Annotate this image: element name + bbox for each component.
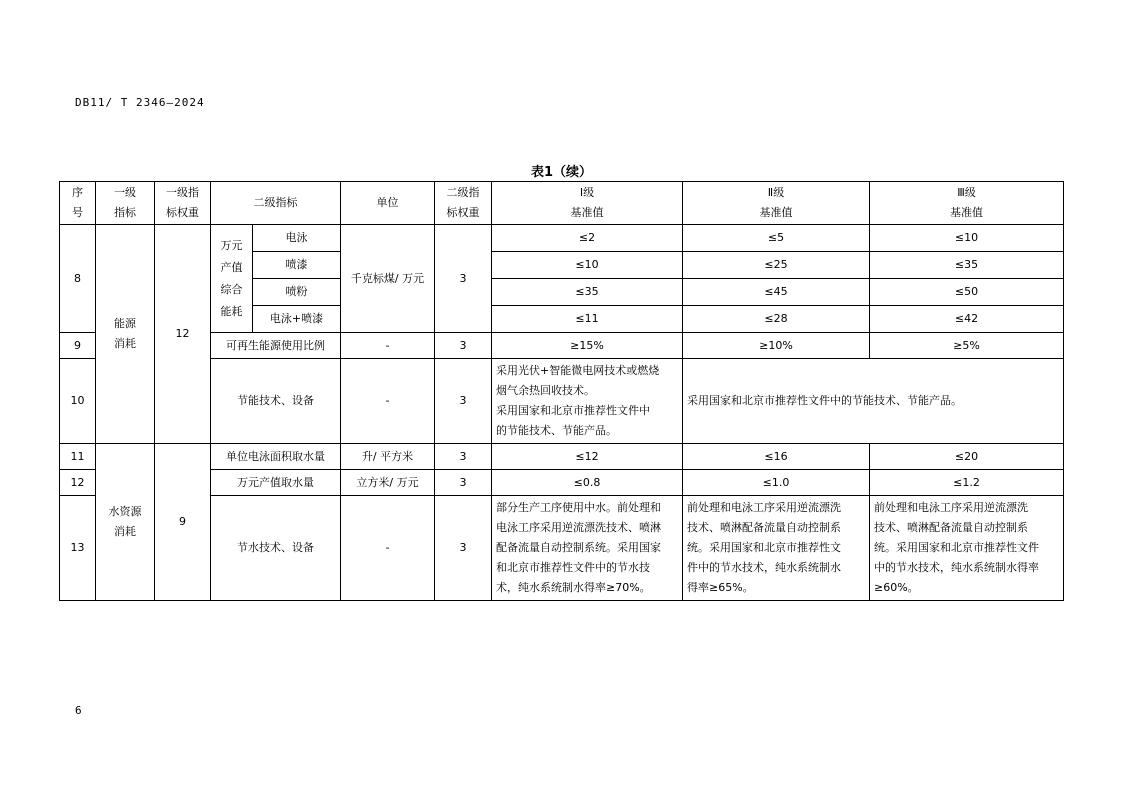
indicator-name: 节水技术、设备: [211, 496, 341, 601]
indicator-table: [59, 181, 1064, 601]
col-seq: 序 号: [60, 182, 96, 225]
subitem-name: 电泳: [253, 225, 341, 252]
grade3-value: ≥5%: [870, 333, 1064, 359]
grade1-value: ≤11: [492, 306, 683, 333]
seq-cell: 13: [60, 496, 96, 601]
grade3-value: ≤10: [870, 225, 1064, 252]
group-water: 水资源 消耗: [96, 444, 155, 601]
grade3-value: ≤20: [870, 444, 1064, 470]
col-grade3: Ⅲ级 基准值: [870, 182, 1064, 225]
weight-cell: 3: [435, 359, 492, 444]
seq-cell: 12: [60, 470, 96, 496]
indicator-name: 节能技术、设备: [211, 359, 341, 444]
grade2-value: ≤1.0: [683, 470, 870, 496]
group-water-weight: 9: [155, 444, 211, 601]
seq-cell: 9: [60, 333, 96, 359]
unit-cell: 升/ 平方米: [341, 444, 435, 470]
weight-cell: 3: [435, 225, 492, 333]
grade1-value: ≤2: [492, 225, 683, 252]
col-grade2: Ⅱ级 基准值: [683, 182, 870, 225]
grade2-value: ≤16: [683, 444, 870, 470]
subitem-name: 喷漆: [253, 252, 341, 279]
table-row: [60, 225, 1064, 252]
grade2-value: ≤5: [683, 225, 870, 252]
grade2-value: ≤45: [683, 279, 870, 306]
indicator-name: 可再生能源使用比例: [211, 333, 341, 359]
grade1-value: ≤0.8: [492, 470, 683, 496]
grade2-value: ≤28: [683, 306, 870, 333]
grade3-text: 前处理和电泳工序采用逆流漂洗 技术、喷淋配备流量自动控制系 统。采用国家和北京市推荐性文件 中的节水技术，纯水系统制水得率 ≥60%。: [870, 496, 1064, 601]
grade3-value: ≤1.2: [870, 470, 1064, 496]
indicator-name: 万元产值取水量: [211, 470, 341, 496]
table-row: [60, 470, 1064, 496]
unit-cell: -: [341, 333, 435, 359]
subitem-name: 电泳+喷漆: [253, 306, 341, 333]
col-level1-weight: 一级指 标权重: [155, 182, 211, 225]
category-energy-per-output: 万元 产值 综合 能耗: [211, 225, 253, 333]
grade1-value: ≥15%: [492, 333, 683, 359]
col-level2-weight: 二级指 标权重: [435, 182, 492, 225]
table-row: [60, 333, 1064, 359]
grade3-value: ≤42: [870, 306, 1064, 333]
header-row: [60, 182, 1064, 225]
unit-cell: -: [341, 359, 435, 444]
seq-cell: 10: [60, 359, 96, 444]
col-level1: 一级 指标: [96, 182, 155, 225]
unit-cell: 立方米/ 万元: [341, 470, 435, 496]
table-caption: 表1（续）: [530, 165, 593, 180]
grade1-text: 采用光伏+智能微电网技术或燃烧 烟气余热回收技术。 采用国家和北京市推荐性文件中 的节能技术、节能产品。: [492, 359, 683, 444]
grade2-value: ≤25: [683, 252, 870, 279]
grade1-value: ≤10: [492, 252, 683, 279]
page-number: 6: [75, 704, 82, 717]
grade1-value: ≤12: [492, 444, 683, 470]
weight-cell: 3: [435, 496, 492, 601]
group-energy-weight: 12: [155, 225, 211, 444]
col-level2: 二级指标: [211, 182, 341, 225]
subitem-name: 喷粉: [253, 279, 341, 306]
seq-cell: 8: [60, 225, 96, 333]
table-row: [60, 359, 1064, 444]
table-row: [60, 496, 1064, 601]
weight-cell: 3: [435, 444, 492, 470]
table-row: [60, 444, 1064, 470]
grade3-value: ≤50: [870, 279, 1064, 306]
grade2-text: 前处理和电泳工序采用逆流漂洗 技术、喷淋配备流量自动控制系 统。采用国家和北京市推荐性文 件中的节水技术，纯水系统制水 得率≥65%。: [683, 496, 870, 601]
standard-code: DB11/ T 2346—2024: [75, 96, 205, 109]
group-energy: 能源 消耗: [96, 225, 155, 444]
indicator-name: 单位电泳面积取水量: [211, 444, 341, 470]
grade2-3-text: 采用国家和北京市推荐性文件中的节能技术、节能产品。: [683, 359, 1064, 444]
seq-cell: 11: [60, 444, 96, 470]
grade3-value: ≤35: [870, 252, 1064, 279]
unit-cell: 千克标煤/ 万元: [341, 225, 435, 333]
grade1-text: 部分生产工序使用中水。前处理和 电泳工序采用逆流漂洗技术、喷淋 配备流量自动控制系统。采用国家 和北京市推荐性文件中的节水技 术，纯水系统制水得率≥70%。: [492, 496, 683, 601]
unit-cell: -: [341, 496, 435, 601]
weight-cell: 3: [435, 470, 492, 496]
col-unit: 单位: [341, 182, 435, 225]
col-grade1: Ⅰ级 基准值: [492, 182, 683, 225]
grade1-value: ≤35: [492, 279, 683, 306]
grade2-value: ≥10%: [683, 333, 870, 359]
weight-cell: 3: [435, 333, 492, 359]
